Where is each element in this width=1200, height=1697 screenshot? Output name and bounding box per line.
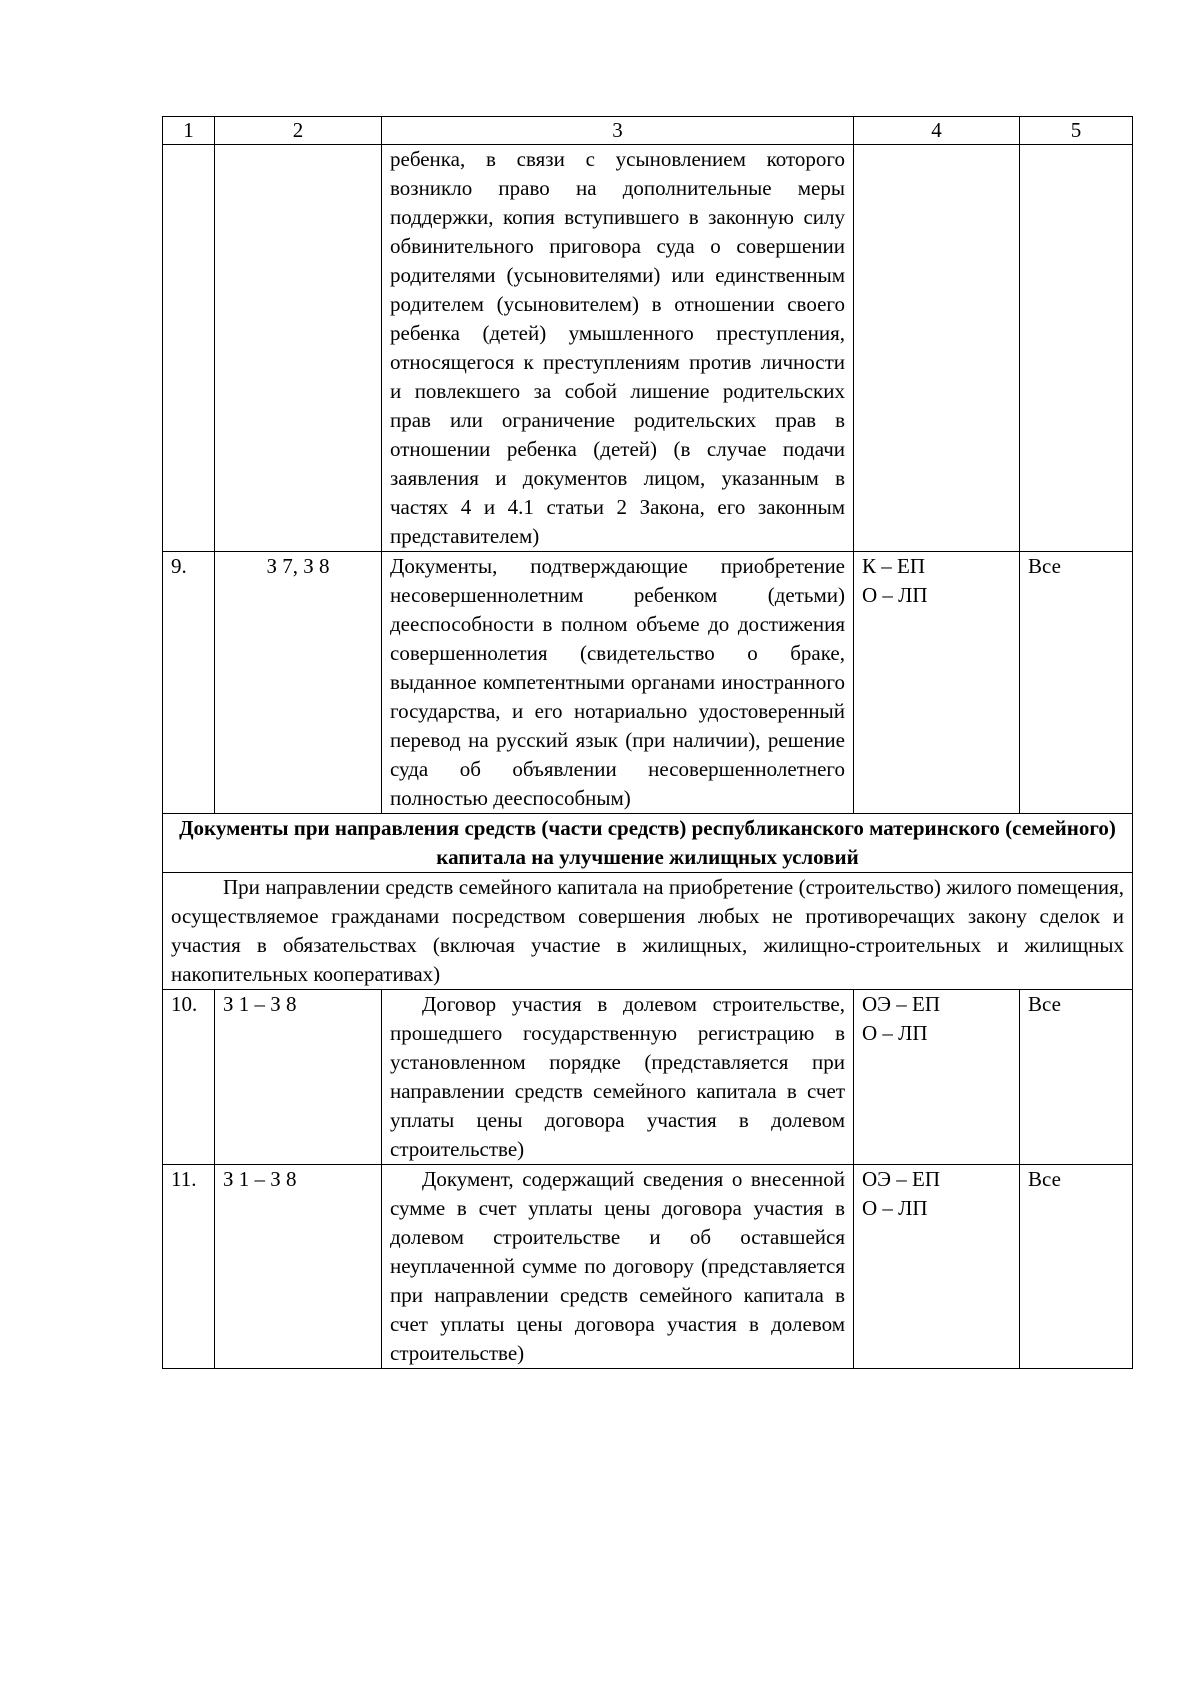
header-col-5: 5 xyxy=(1020,117,1133,145)
row-codes: З 1 – З 8 xyxy=(215,990,382,1165)
row-category: Все xyxy=(1020,990,1133,1165)
submission-method-1: ОЭ – ЕП xyxy=(862,1167,941,1191)
row-category: Все xyxy=(1020,552,1133,814)
row-description xyxy=(382,1165,854,1369)
submission-method-2: О – ЛП xyxy=(862,1196,928,1220)
section-note xyxy=(163,873,1133,990)
table-header-row xyxy=(163,117,1133,145)
submission-method-1: К – ЕП xyxy=(862,554,925,578)
row-submission-method xyxy=(854,1165,1020,1369)
table-row-10 xyxy=(163,990,1133,1165)
table-row-9 xyxy=(163,552,1133,814)
section-note-row xyxy=(163,873,1133,990)
row-codes: З 1 – З 8 xyxy=(215,1165,382,1369)
row-number: 11. xyxy=(163,1165,215,1369)
row-description: Документы, подтверждающие приобретение несовершеннолетним ребенком (детьми) дееспособности в полном объеме до достижения совершеннолетия (свидетельство о браке, выданное компетентными органами иностранного государства, и его нотариально удостоверенный перевод на русский язык (при наличии), решение суда об объявлении несовершеннолетнего полностью дееспособным) xyxy=(382,552,854,814)
row-description-text: Договор участия в долевом строительстве, прошедшего государственную регистрацию в установленном порядке (представляется при направлении средств семейного капитала в счет уплаты цены договора участия в долевом строительстве) xyxy=(390,992,845,1161)
table-row-continuation xyxy=(163,145,1133,552)
header-col-2: 2 xyxy=(215,117,382,145)
row-description-text: Документ, содержащий сведения о внесенной сумме в счет уплаты цены договора участия в долевом строительстве и об оставшейся неуплаченной сумме по договору (представляется при направлении средств семейного капитала в счет уплаты цены договора участия в долевом строительстве) xyxy=(390,1167,845,1365)
row-number: 10. xyxy=(163,990,215,1165)
cell-empty xyxy=(1020,145,1133,552)
row-number: 9. xyxy=(163,552,215,814)
documents-table xyxy=(162,116,1133,1369)
row-codes: З 7, З 8 xyxy=(215,552,382,814)
section-note-text: При направлении средств семейного капитала на приобретение (строительство) жилого помещения, осуществляемое гражданами посредством совершения любых не противоречащих закону сделок и участия в обязательствах (включая участие в жилищных, жилищно-строительных и жилищных накопительных кооперативах) xyxy=(171,875,1124,986)
cell-empty xyxy=(163,145,215,552)
row-submission-method xyxy=(854,552,1020,814)
table-row-11 xyxy=(163,1165,1133,1369)
header-col-3: 3 xyxy=(382,117,854,145)
submission-method-2: О – ЛП xyxy=(862,1021,928,1045)
submission-method-1: ОЭ – ЕП xyxy=(862,992,941,1016)
continuation-text: ребенка, в связи с усыновлением которого возникло право на дополнительные меры поддержки, копия вступившего в законную силу обвинительного приговора суда о совершении родителями (усыновителями) или единственным родителем (усыновителем) в отношении своего ребенка (детей) умышленного преступления, относящегося к преступлениям против личности и повлекшего за собой лишение родительских прав или ограничение родительских прав в отношении ребенка (детей) (в случае подачи заявления и документов лицом, указанным в частях 4 и 4.1 статьи 2 Закона, его законным представителем) xyxy=(382,145,854,552)
row-description xyxy=(382,990,854,1165)
header-col-4: 4 xyxy=(854,117,1020,145)
row-category: Все xyxy=(1020,1165,1133,1369)
section-title: Документы при направления средств (части средств) республиканского материнского (семейного) капитала на улучшение жилищных условий xyxy=(163,814,1133,873)
row-submission-method xyxy=(854,990,1020,1165)
submission-method-2: О – ЛП xyxy=(862,583,928,607)
section-title-row xyxy=(163,814,1133,873)
cell-empty xyxy=(215,145,382,552)
header-col-1: 1 xyxy=(163,117,215,145)
cell-empty xyxy=(854,145,1020,552)
